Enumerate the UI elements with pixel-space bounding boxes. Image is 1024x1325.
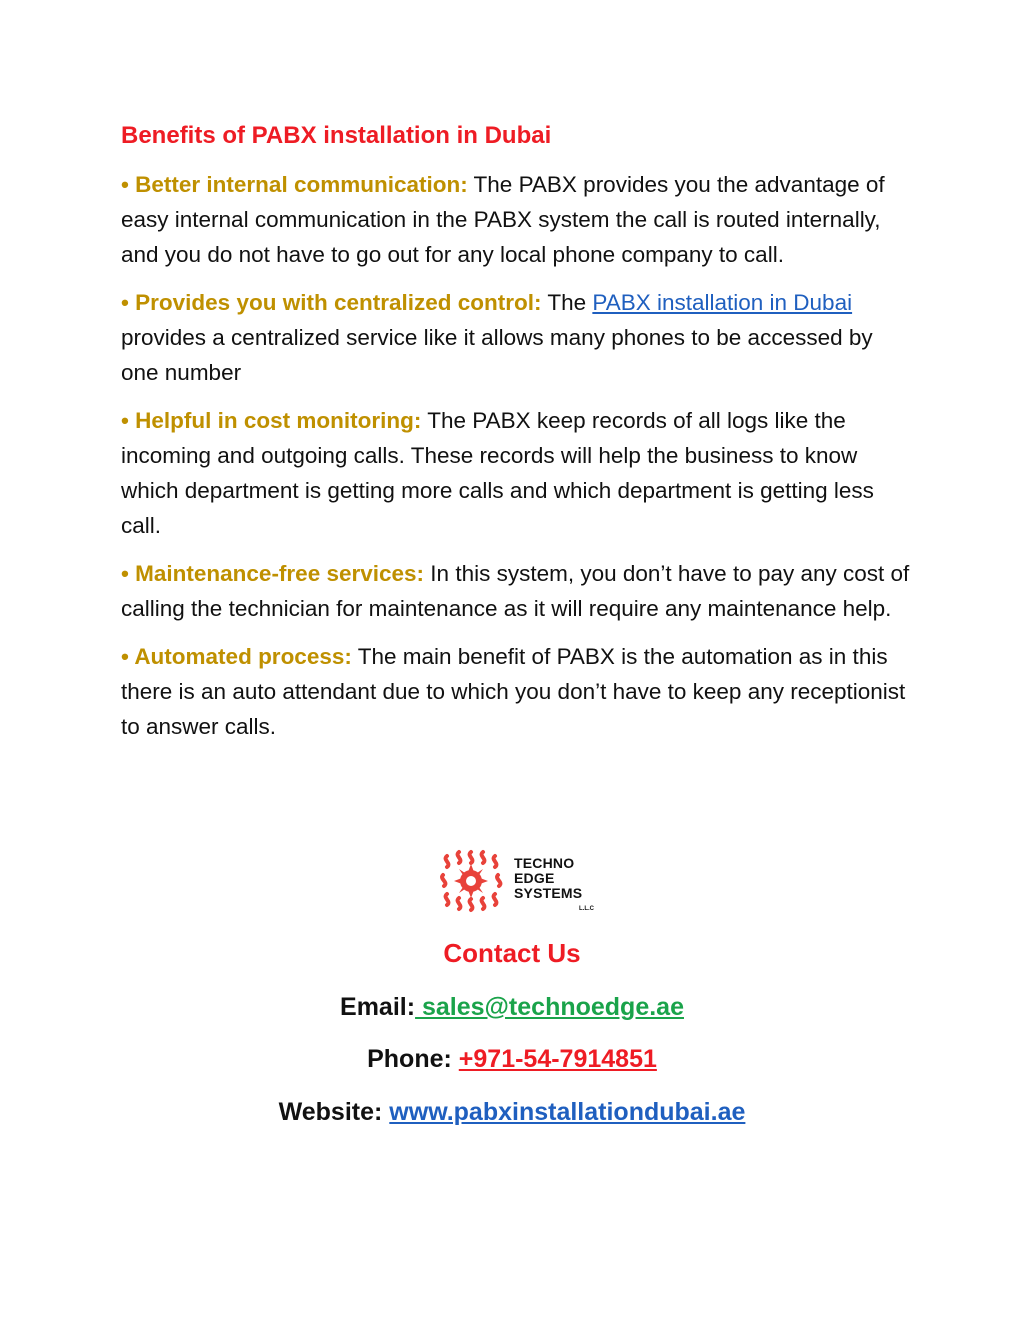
benefit-term-label: Helpful in cost monitoring: [135,408,422,434]
benefit-term-label: Maintenance-free services: [135,561,425,587]
bullet-marker: • [121,172,129,198]
company-logo [438,848,598,918]
email-label: Email: [340,993,416,1021]
benefit-term [121,561,424,586]
logo-line-techno: TECHNO [514,855,575,871]
website-link[interactable]: www.pabxinstallationdubai.ae [389,1098,746,1126]
benefit-term [121,290,541,315]
bullet-marker: • [121,290,129,316]
benefit-description: In this system, you don’t have to pay any cost of calling the technician for maintenance as it will require any maintenance help. [121,561,910,622]
benefit-term-label: Provides you with centralized control: [135,290,542,316]
benefit-term [121,644,352,669]
phone-label: Phone: [367,1045,452,1073]
page-title: Benefits of PABX installation in Dubai [121,122,552,149]
pabx-installation-link[interactable]: PABX installation in Dubai [592,290,853,316]
website-label: Website: [278,1098,383,1126]
techno-edge-logo-icon [438,848,504,914]
benefit-item-automated-process [121,639,911,744]
contact-title: Contact Us [443,938,581,968]
logo-line-systems: SYSTEMS [514,885,583,901]
benefit-description: The PABX keep records of all logs like the incoming and outgoing calls. These records will help the business to know which department is getting more calls and which department is getting less call. [121,408,874,539]
benefit-term [121,408,421,433]
bullet-marker: • [121,408,129,434]
benefit-term-label: Better internal communication: [135,172,468,198]
benefit-term [121,172,468,197]
phone-link[interactable]: +971-54-7914851 [458,1045,657,1073]
benefit-item-maintenance-free [121,556,911,626]
benefit-description: The PABX provides you the advantage of easy internal communication in the PABX system the call is routed internally, and you do not have to go out for any local phone company to call. [121,172,885,268]
bullet-marker: • [121,644,129,670]
benefits-section [121,120,911,757]
logo-line-edge: EDGE [514,870,555,886]
email-line [0,993,1024,1022]
website-line [0,1098,1024,1127]
benefit-term-label: Automated process: [134,644,352,670]
benefit-item-internal-communication [121,167,911,272]
benefit-description-end: provides a centralized service like it allows many phones to be accessed by one number [121,325,873,386]
benefit-item-cost-monitoring [121,403,911,543]
logo-llc: L.L.C [579,906,594,912]
benefit-item-centralized-control [121,285,911,390]
benefit-description: The main benefit of PABX is the automation as in this there is an auto attendant due to which you don’t have to keep any receptionist to answer calls. [121,644,906,740]
benefit-description-start: The [541,290,593,316]
email-link[interactable]: sales@technoedge.ae [415,993,684,1021]
logo-wordmark [514,856,582,901]
bullet-marker: • [121,561,129,587]
phone-line [0,1045,1024,1074]
